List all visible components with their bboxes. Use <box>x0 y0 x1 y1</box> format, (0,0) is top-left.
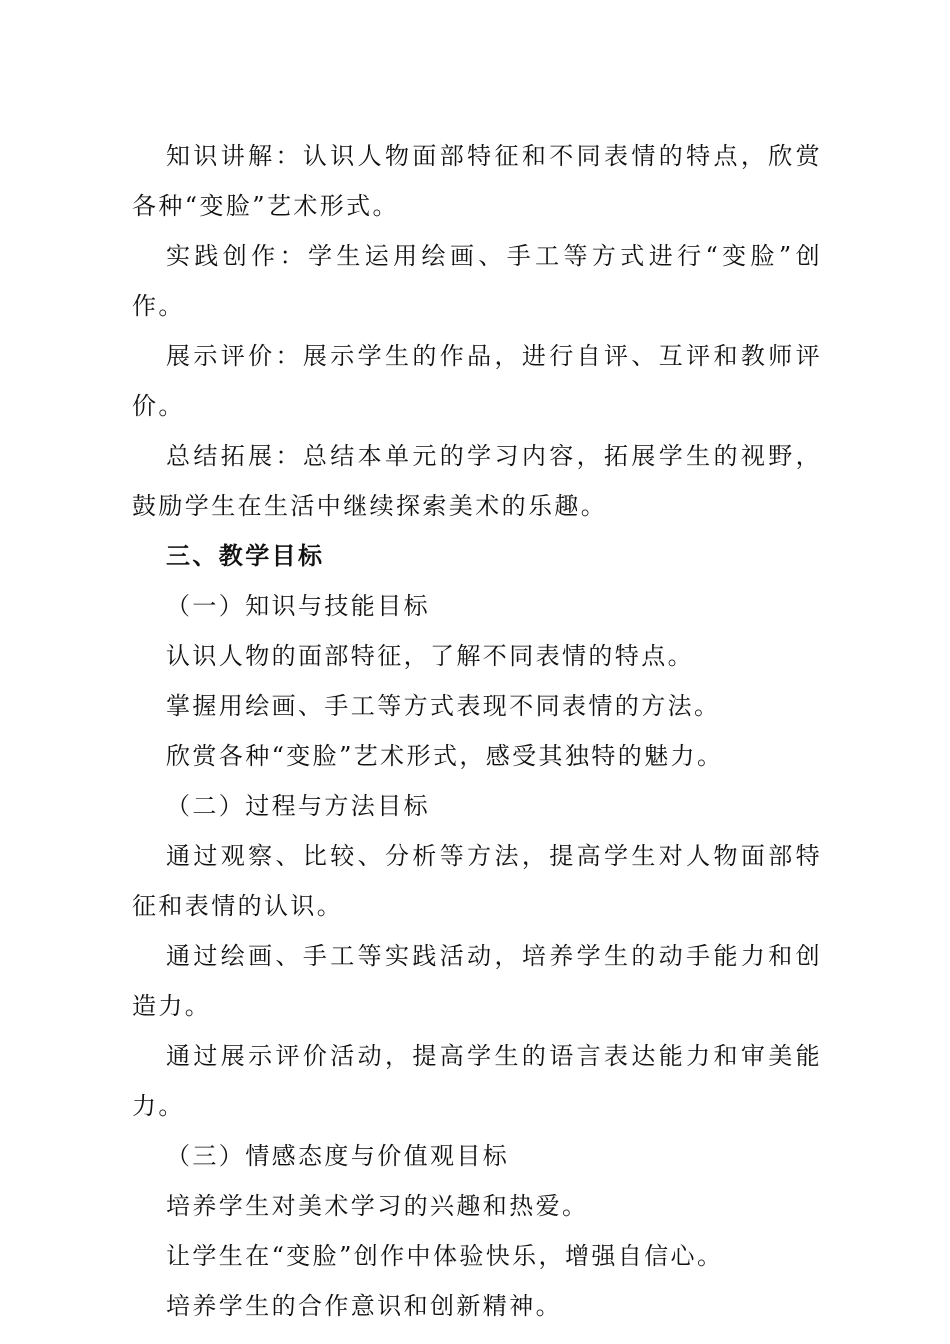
paragraph-goal-7: 培养学生对美术学习的兴趣和热爱。 <box>166 1192 589 1220</box>
subheading-emotion-values: （三）情感态度与价值观目标 <box>166 1142 510 1170</box>
document-body <box>132 131 822 1331</box>
subheading-process-methods: （二）过程与方法目标 <box>166 792 430 820</box>
paragraph-goal-5: 通过绘画、手工等实践活动，培养学生的动手能力和创造力。 <box>132 942 822 1020</box>
paragraph-goal-8: 让学生在“变脸”创作中体验快乐，增强自信心。 <box>166 1242 724 1270</box>
section-heading-teaching-goals: 三、教学目标 <box>166 541 325 570</box>
paragraph-goal-6: 通过展示评价活动，提高学生的语言表达能力和审美能力。 <box>132 1042 822 1120</box>
subheading-knowledge-skills: （一）知识与技能目标 <box>166 592 430 620</box>
paragraph-goal-4: 通过观察、比较、分析等方法，提高学生对人物面部特征和表情的认识。 <box>132 842 822 920</box>
paragraph-goal-2: 掌握用绘画、手工等方式表现不同表情的方法。 <box>166 692 721 720</box>
paragraph-goal-1: 认识人物的面部特征，了解不同表情的特点。 <box>166 642 694 670</box>
paragraph-goal-9: 培养学生的合作意识和创新精神。 <box>166 1292 562 1320</box>
paragraph-summary-extension: 总结拓展：总结本单元的学习内容，拓展学生的视野，鼓励学生在生活中继续探索美术的乐趣。 <box>132 442 822 520</box>
paragraph-practice-creation: 实践创作：学生运用绘画、手工等方式进行“变脸”创作。 <box>132 242 822 320</box>
paragraph-goal-3: 欣赏各种“变脸”艺术形式，感受其独特的魅力。 <box>166 742 724 770</box>
paragraph-display-evaluation: 展示评价：展示学生的作品，进行自评、互评和教师评价。 <box>132 342 822 420</box>
paragraph-knowledge-explanation: 知识讲解：认识人物面部特征和不同表情的特点，欣赏各种“变脸”艺术形式。 <box>132 142 822 220</box>
